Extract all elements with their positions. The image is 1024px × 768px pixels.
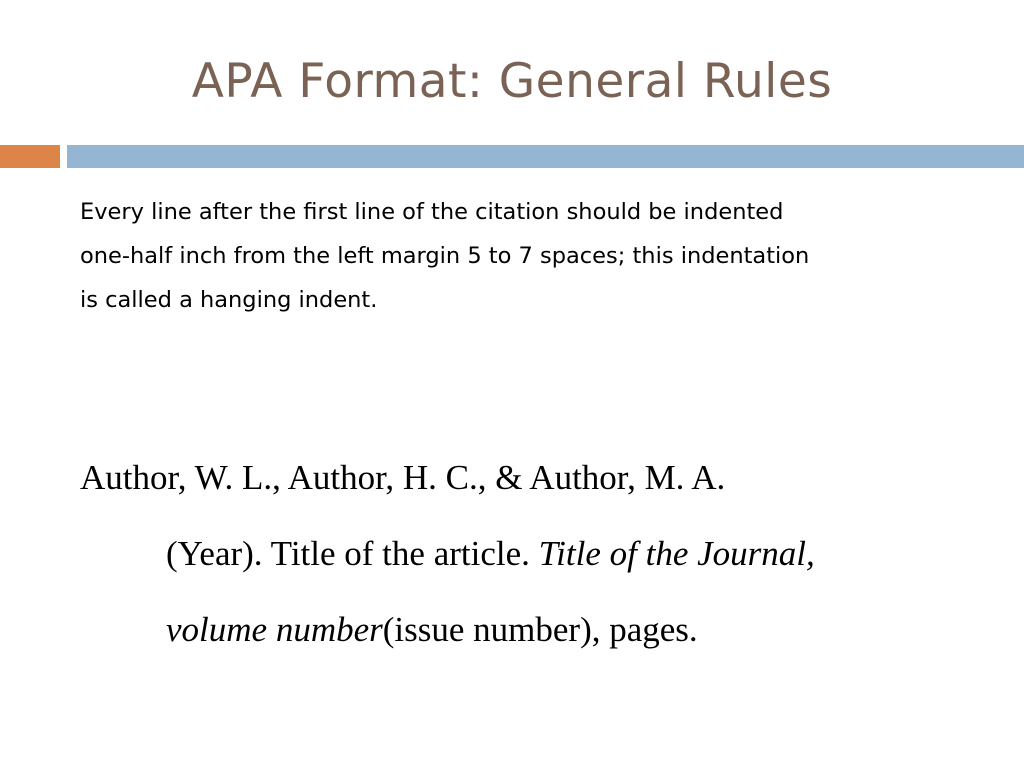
accent-bar-blue (67, 145, 1024, 168)
citation-line-title (80, 516, 980, 592)
citation-line-authors (80, 440, 980, 516)
citation-line-volume (80, 592, 980, 668)
citation-year-title: (Year). Title of the article. (166, 534, 539, 573)
citation-example (80, 440, 980, 668)
citation-journal-title: Title of the Journal, (538, 534, 815, 573)
citation-authors: Author, W. L., Author, H. C., & Author, M. A. (80, 458, 726, 497)
citation-volume: volume number (166, 610, 383, 649)
citation-issue-pages: (issue number), pages. (382, 610, 698, 649)
body-paragraph: Every line after the first line of the citation should be indented one-half inch from the left margin 5 to 7 spaces; this indentation is called a hanging indent. (80, 199, 810, 313)
slide-title: APA Format: General Rules (191, 54, 833, 109)
accent-bar-orange (0, 145, 60, 168)
